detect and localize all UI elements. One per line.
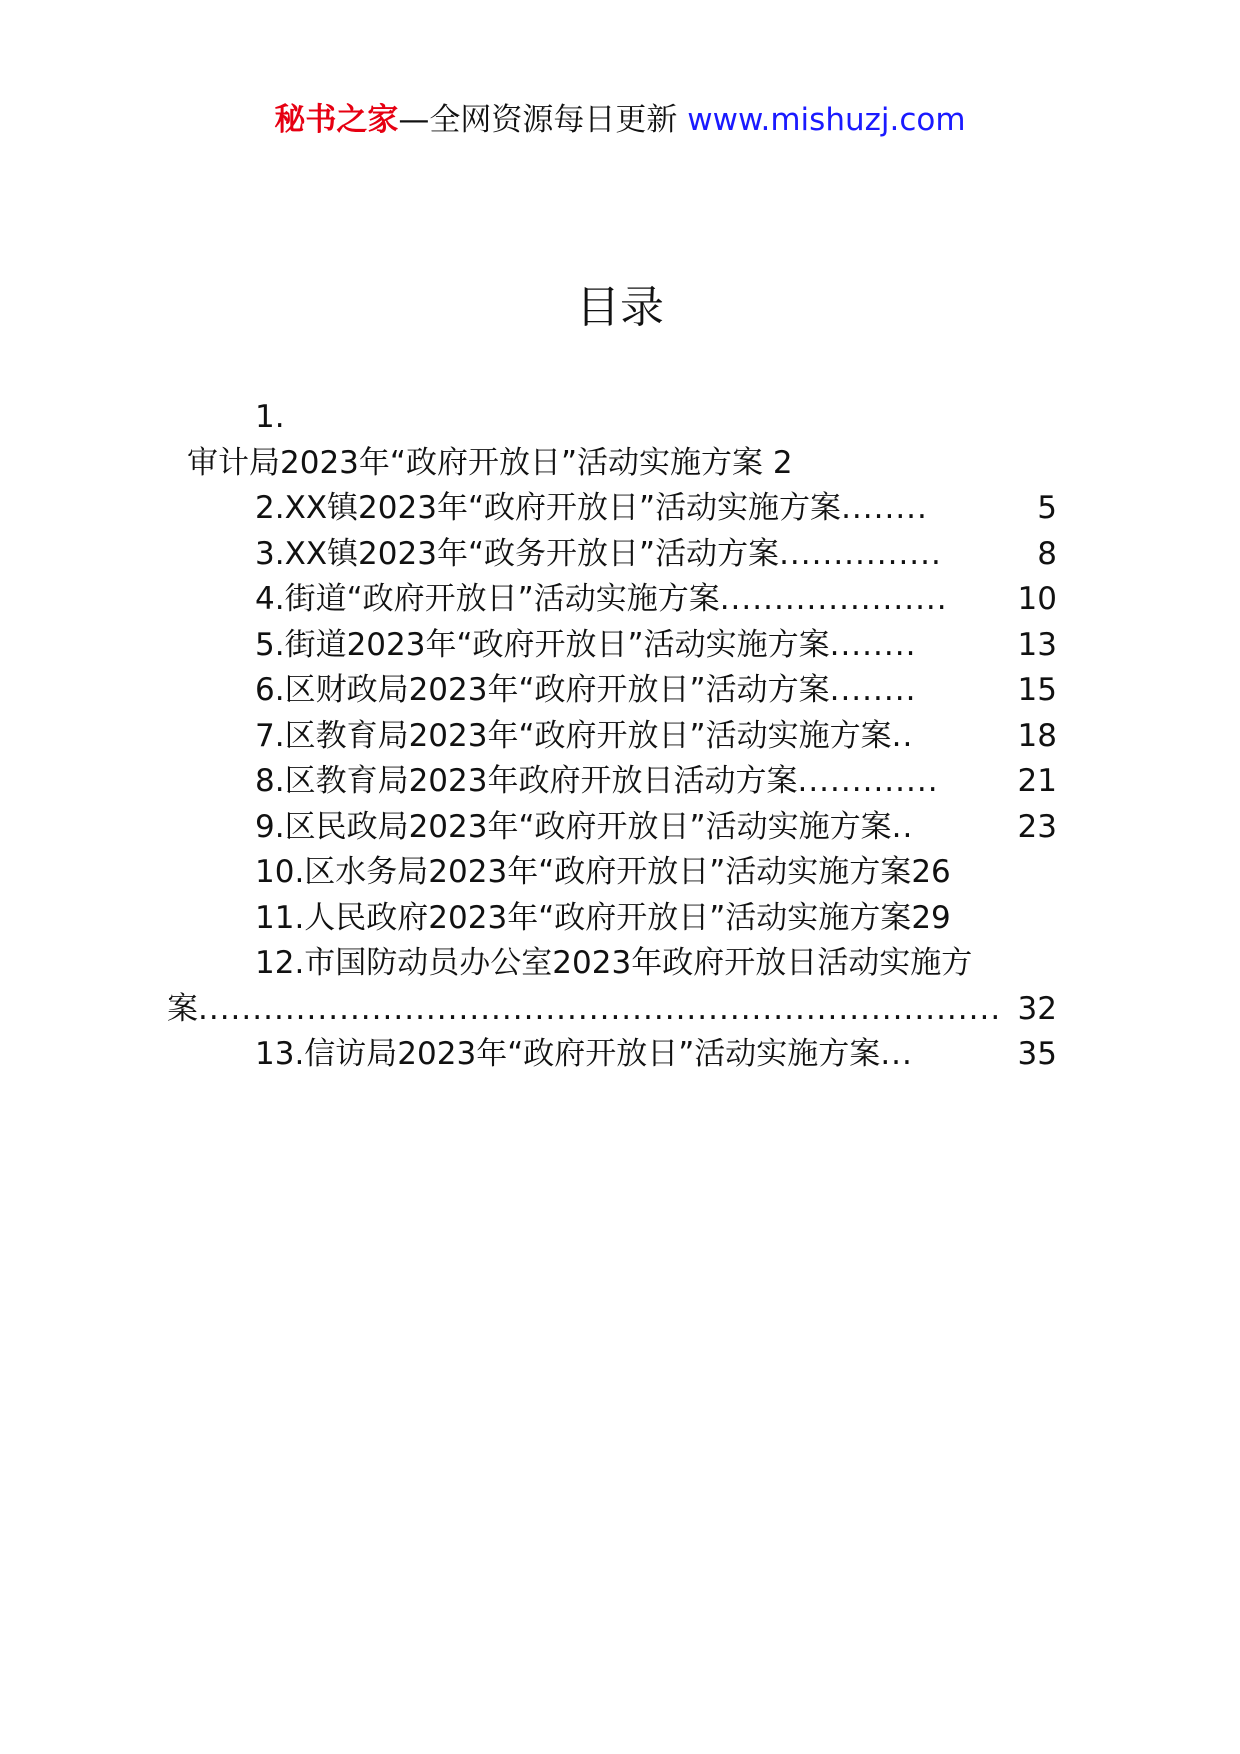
site-banner <box>0 100 1240 140</box>
toc-leader-dots: ........ <box>829 672 917 708</box>
toc-entry-title: 9.区民政局2023年“政府开放日”活动实施方案 <box>255 808 892 845</box>
toc-entry-title: 6.区财政局2023年“政府开放日”活动方案 <box>255 672 830 708</box>
toc-leader-dots: .. <box>891 808 914 845</box>
toc-entry-2[interactable] <box>187 486 1057 532</box>
toc-leader-dots: ........ <box>829 626 917 663</box>
toc-leader-dots: ............... <box>779 535 942 572</box>
toc-leader-dots: .. <box>891 717 914 754</box>
toc-entry-title: 5.街道2023年“政府开放日”活动实施方案 <box>255 626 830 663</box>
toc-entry-8[interactable] <box>187 759 1057 805</box>
toc-entry-title: 12.市国防动员办公室2023年政府开放日活动实施方 <box>255 945 973 981</box>
toc-entry-6[interactable] <box>187 668 1057 714</box>
toc-entry-page: 21 <box>1017 763 1057 799</box>
toc-entry-11[interactable] <box>187 896 1057 942</box>
toc-entry-title: 2.XX镇2023年“政府开放日”活动实施方案 <box>255 490 842 526</box>
toc-entry-12-continuation[interactable] <box>167 987 1057 1033</box>
toc-entry-page: 29 <box>911 899 951 936</box>
brand-name: 秘书之家 <box>274 102 399 138</box>
toc-entry-page: 15 <box>1017 672 1057 708</box>
toc-entry-9[interactable] <box>187 805 1057 851</box>
toc-leader-dots: ........ <box>841 490 928 526</box>
toc-entry-title: 13.信访局2023年“政府开放日”活动实施方案 <box>255 1036 881 1072</box>
toc-entry-13[interactable] <box>187 1032 1057 1078</box>
toc-entry-1[interactable] <box>187 441 1057 487</box>
toc-entry-title: 10.区水务局2023年“政府开放日”活动实施方案 <box>255 854 912 890</box>
toc-entry-page: 32 <box>1017 990 1057 1027</box>
banner-slogan: —全网资源每日更新 <box>398 102 678 138</box>
toc-entry-7[interactable] <box>187 714 1057 760</box>
toc-entry-1-number-line <box>187 395 1057 441</box>
toc-entry-title: 3.XX镇2023年“政务开放日”活动方案 <box>255 535 780 572</box>
toc-entry-12[interactable] <box>187 941 1057 987</box>
toc-entry-page: 8 <box>1037 535 1057 572</box>
toc-entry-title: 11.人民政府2023年“政府开放日”活动实施方案 <box>255 899 912 936</box>
toc-entry-page: 18 <box>1017 717 1057 754</box>
site-url-link[interactable]: www.mishuzj.com <box>687 102 966 138</box>
toc-entry-4[interactable] <box>187 577 1057 623</box>
toc-entry-page: 13 <box>1017 626 1057 663</box>
toc-entry-page: 23 <box>1017 808 1057 845</box>
table-of-contents <box>167 395 1057 1078</box>
toc-entry-title-continuation: 案 <box>167 990 198 1027</box>
toc-entry-3[interactable] <box>187 532 1057 578</box>
toc-entry-5[interactable] <box>187 623 1057 669</box>
toc-entry-page: 26 <box>911 854 951 890</box>
toc-leader-dots: ............. <box>797 763 939 799</box>
toc-title: 目录 <box>576 282 664 333</box>
toc-entry-title: 4.街道“政府开放日”活动实施方案 <box>255 581 720 617</box>
toc-entry-title: 8.区教育局2023年政府开放日活动方案 <box>255 763 798 799</box>
toc-leader-dots: ... <box>880 1036 913 1072</box>
toc-leader-dots: ..................... <box>719 581 948 617</box>
toc-entry-title: 审计局2023年“政府开放日”活动实施方案 <box>187 444 764 481</box>
toc-entry-page: 2 <box>772 444 793 481</box>
toc-entry-number: 1. <box>255 399 285 435</box>
toc-entry-title: 7.区教育局2023年“政府开放日”活动实施方案 <box>255 717 892 754</box>
toc-leader-dots: .......................................................................... <box>198 990 1002 1027</box>
toc-entry-page: 35 <box>1017 1036 1057 1072</box>
toc-entry-10[interactable] <box>187 850 1057 896</box>
toc-entry-page: 5 <box>1037 490 1057 526</box>
toc-entry-page: 10 <box>1017 581 1057 617</box>
